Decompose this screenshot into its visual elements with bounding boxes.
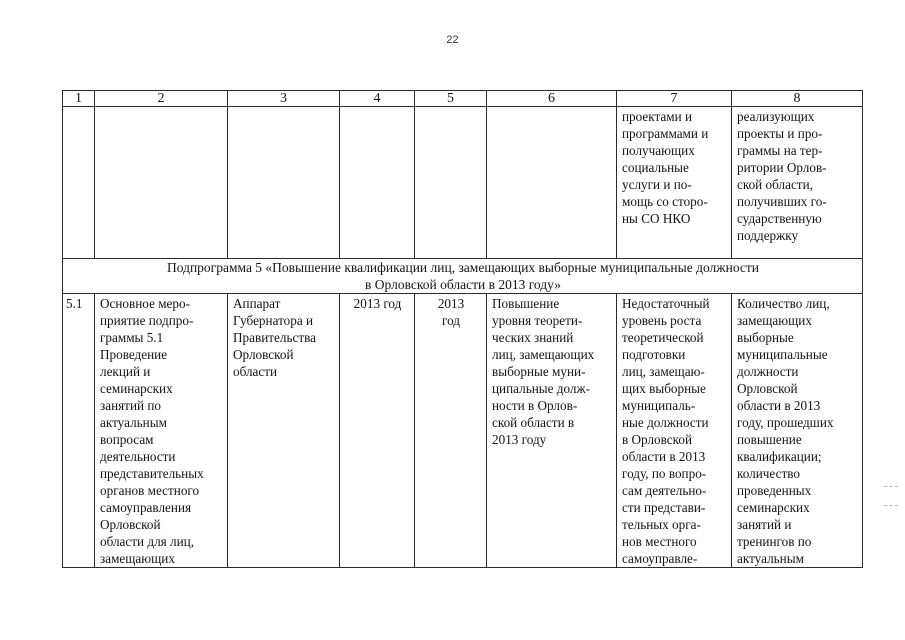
end-year-cell: 2013 год (415, 294, 487, 568)
column-number-row (63, 91, 863, 107)
subprogram-row (63, 259, 863, 294)
empty-cell (415, 107, 487, 259)
column-number-cell: 5 (415, 91, 487, 107)
activity-name-cell: Основное меро- приятие подпро- граммы 5.1 Проведение лекций и семинарских занятий по актуальным вопросам деятельности представительных органов местного самоуправления Орловской области для лиц, замещающих (95, 294, 228, 568)
risk-cell: Недостаточный уровень роста теоретической подготовки лиц, замещаю- щих выборные муниципаль- ные должности в Орловской области в 2013 году, по вопро- сам деятельно- сти представи- тельных орга- нов местного самоуправле- (617, 294, 732, 568)
subprogram-title-line1: Подпрограмма 5 «Повышение квалификации лиц, замещающих выборные муниципальные должности (166, 260, 760, 275)
indicator-cell: Количество лиц, замещающих выборные муниципальные должности Орловской области в 2013 году, прошедших повышение квалификации; количество проведенных семинарских занятий и тренингов по актуальным (732, 294, 863, 568)
column-number-cell: 2 (95, 91, 228, 107)
column-number-cell: 8 (732, 91, 863, 107)
empty-cell (487, 107, 617, 259)
row-number: 5.1 (63, 294, 95, 568)
scan-artifact (884, 486, 898, 506)
page-number: 22 (446, 34, 459, 46)
start-year-cell: 2013 год (340, 294, 415, 568)
column-number-cell: 6 (487, 91, 617, 107)
column-number-cell: 7 (617, 91, 732, 107)
continuation-risk-cell: проектами и программами и получающих социальные услуги и по- мощь со сторо- ны СО НКО (617, 107, 732, 259)
empty-cell (63, 107, 95, 259)
column-number-cell: 3 (228, 91, 340, 107)
column-number-cell: 1 (63, 91, 95, 107)
expected-result-cell: Повышение уровня теорети- ческих знаний лиц, замещающих выборные муни- ципальные долж- ности в Орлов- ской области в 2013 году (487, 294, 617, 568)
subprogram-title (63, 259, 863, 294)
plan-table (62, 90, 863, 568)
table-row (63, 294, 863, 568)
empty-cell (95, 107, 228, 259)
subprogram-title-line2: в Орловской области в 2013 году» (365, 277, 561, 292)
executor-cell: Аппарат Губернатора и Правительства Орловской области (228, 294, 340, 568)
empty-cell (340, 107, 415, 259)
continuation-row (63, 107, 863, 259)
continuation-indicator-cell: реализующих проекты и про- граммы на тер- ритории Орлов- ской области, получивших го- сударственную поддержку (732, 107, 863, 259)
empty-cell (228, 107, 340, 259)
column-number-cell: 4 (340, 91, 415, 107)
